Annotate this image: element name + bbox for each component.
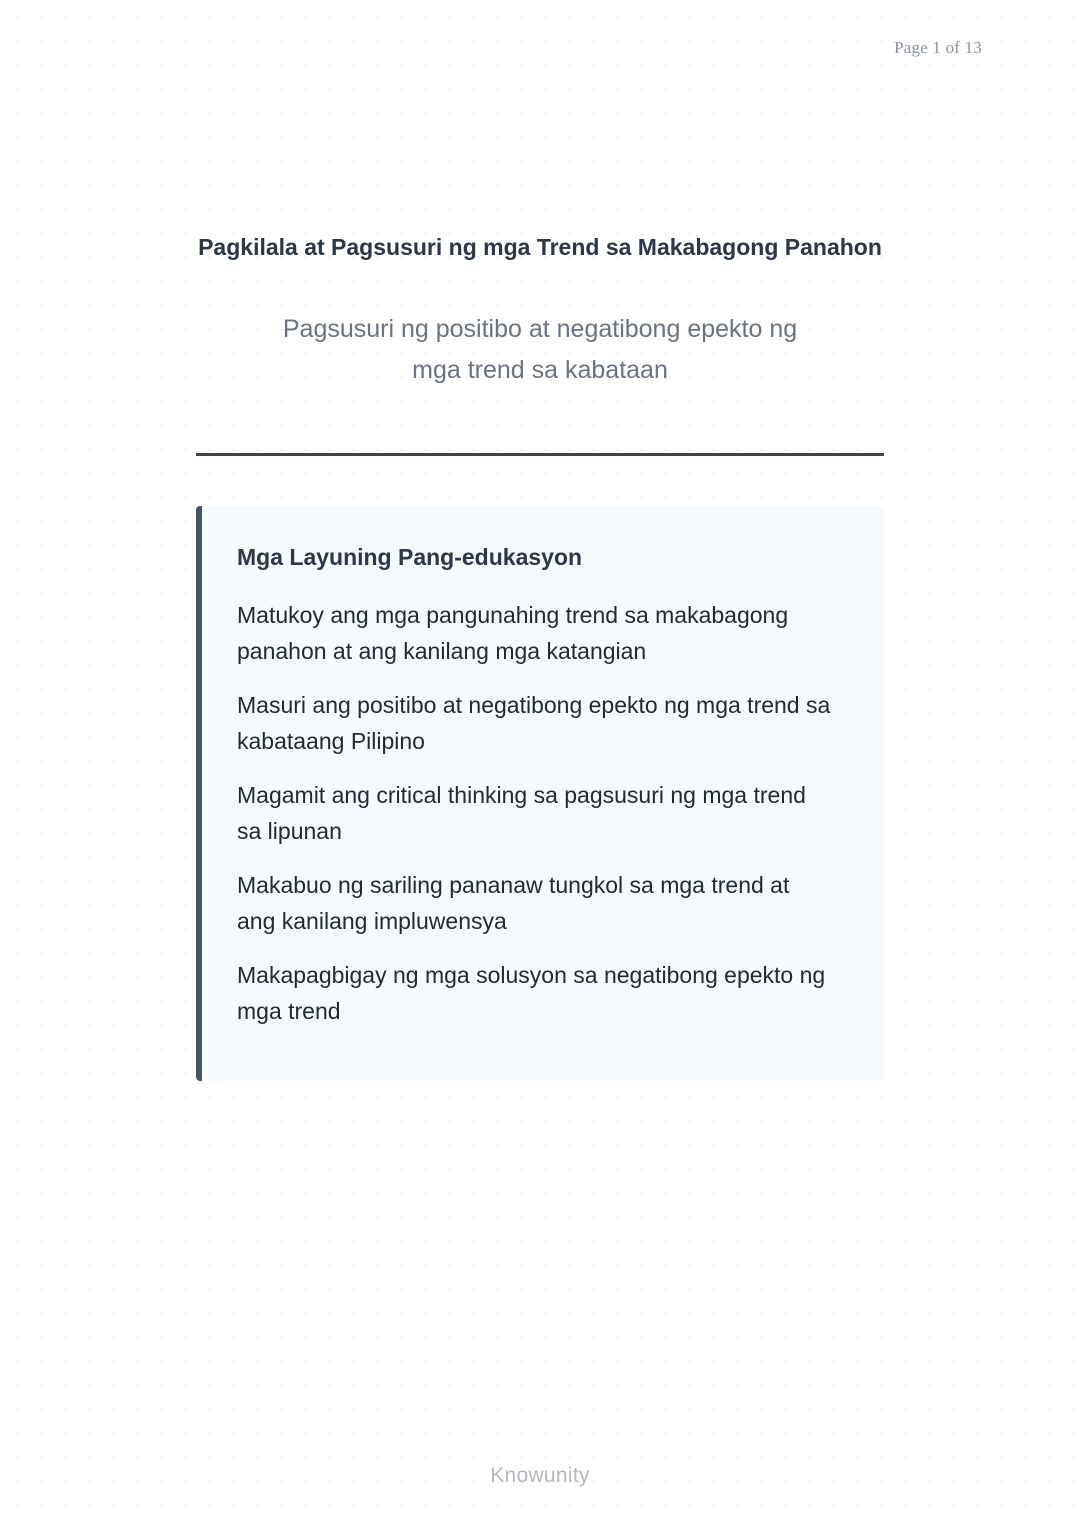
objectives-list: [237, 598, 867, 1048]
objectives-heading: Mga Layuning Pang-edukasyon: [237, 544, 583, 570]
objective-line: panahon at ang kanilang mga katangian: [237, 637, 647, 664]
objective-item: [237, 868, 867, 939]
subtitle-line: mga trend sa kabataan: [412, 356, 668, 384]
section-divider: [196, 453, 884, 456]
objective-line: ang kanilang impluwensya: [237, 907, 507, 934]
objective-line: kabataang Pilipino: [237, 727, 425, 754]
objective-item: [237, 778, 867, 849]
document-title: Pagkilala at Pagsusuri ng mga Trend sa Makabagong Panahon: [198, 234, 882, 260]
footer-brand: Knowunity: [490, 1464, 590, 1487]
page-indicator: Page 1 of 13: [894, 38, 982, 57]
subtitle-line: Pagsusuri ng positibo at negatibong epekto ng: [282, 315, 798, 343]
objective-line: mga trend: [237, 997, 341, 1024]
objective-line: sa lipunan: [237, 817, 342, 844]
objectives-callout: [196, 506, 884, 1081]
objective-line: Matukoy ang mga pangunahing trend sa makabagong: [237, 602, 789, 628]
objective-line: Makabuo ng sariling pananaw tungkol sa mga trend at: [237, 872, 790, 898]
objective-line: Masuri ang positibo at negatibong epekto ng mga trend sa: [237, 692, 831, 718]
document-subtitle: [240, 309, 840, 391]
objective-line: Makapagbigay ng mga solusyon sa negatibong epekto ng: [237, 962, 826, 988]
objective-item: [237, 598, 867, 669]
objective-item: [237, 688, 867, 759]
objective-line: Magamit ang critical thinking sa pagsusuri ng mga trend: [237, 782, 806, 808]
objective-item: [237, 958, 867, 1029]
